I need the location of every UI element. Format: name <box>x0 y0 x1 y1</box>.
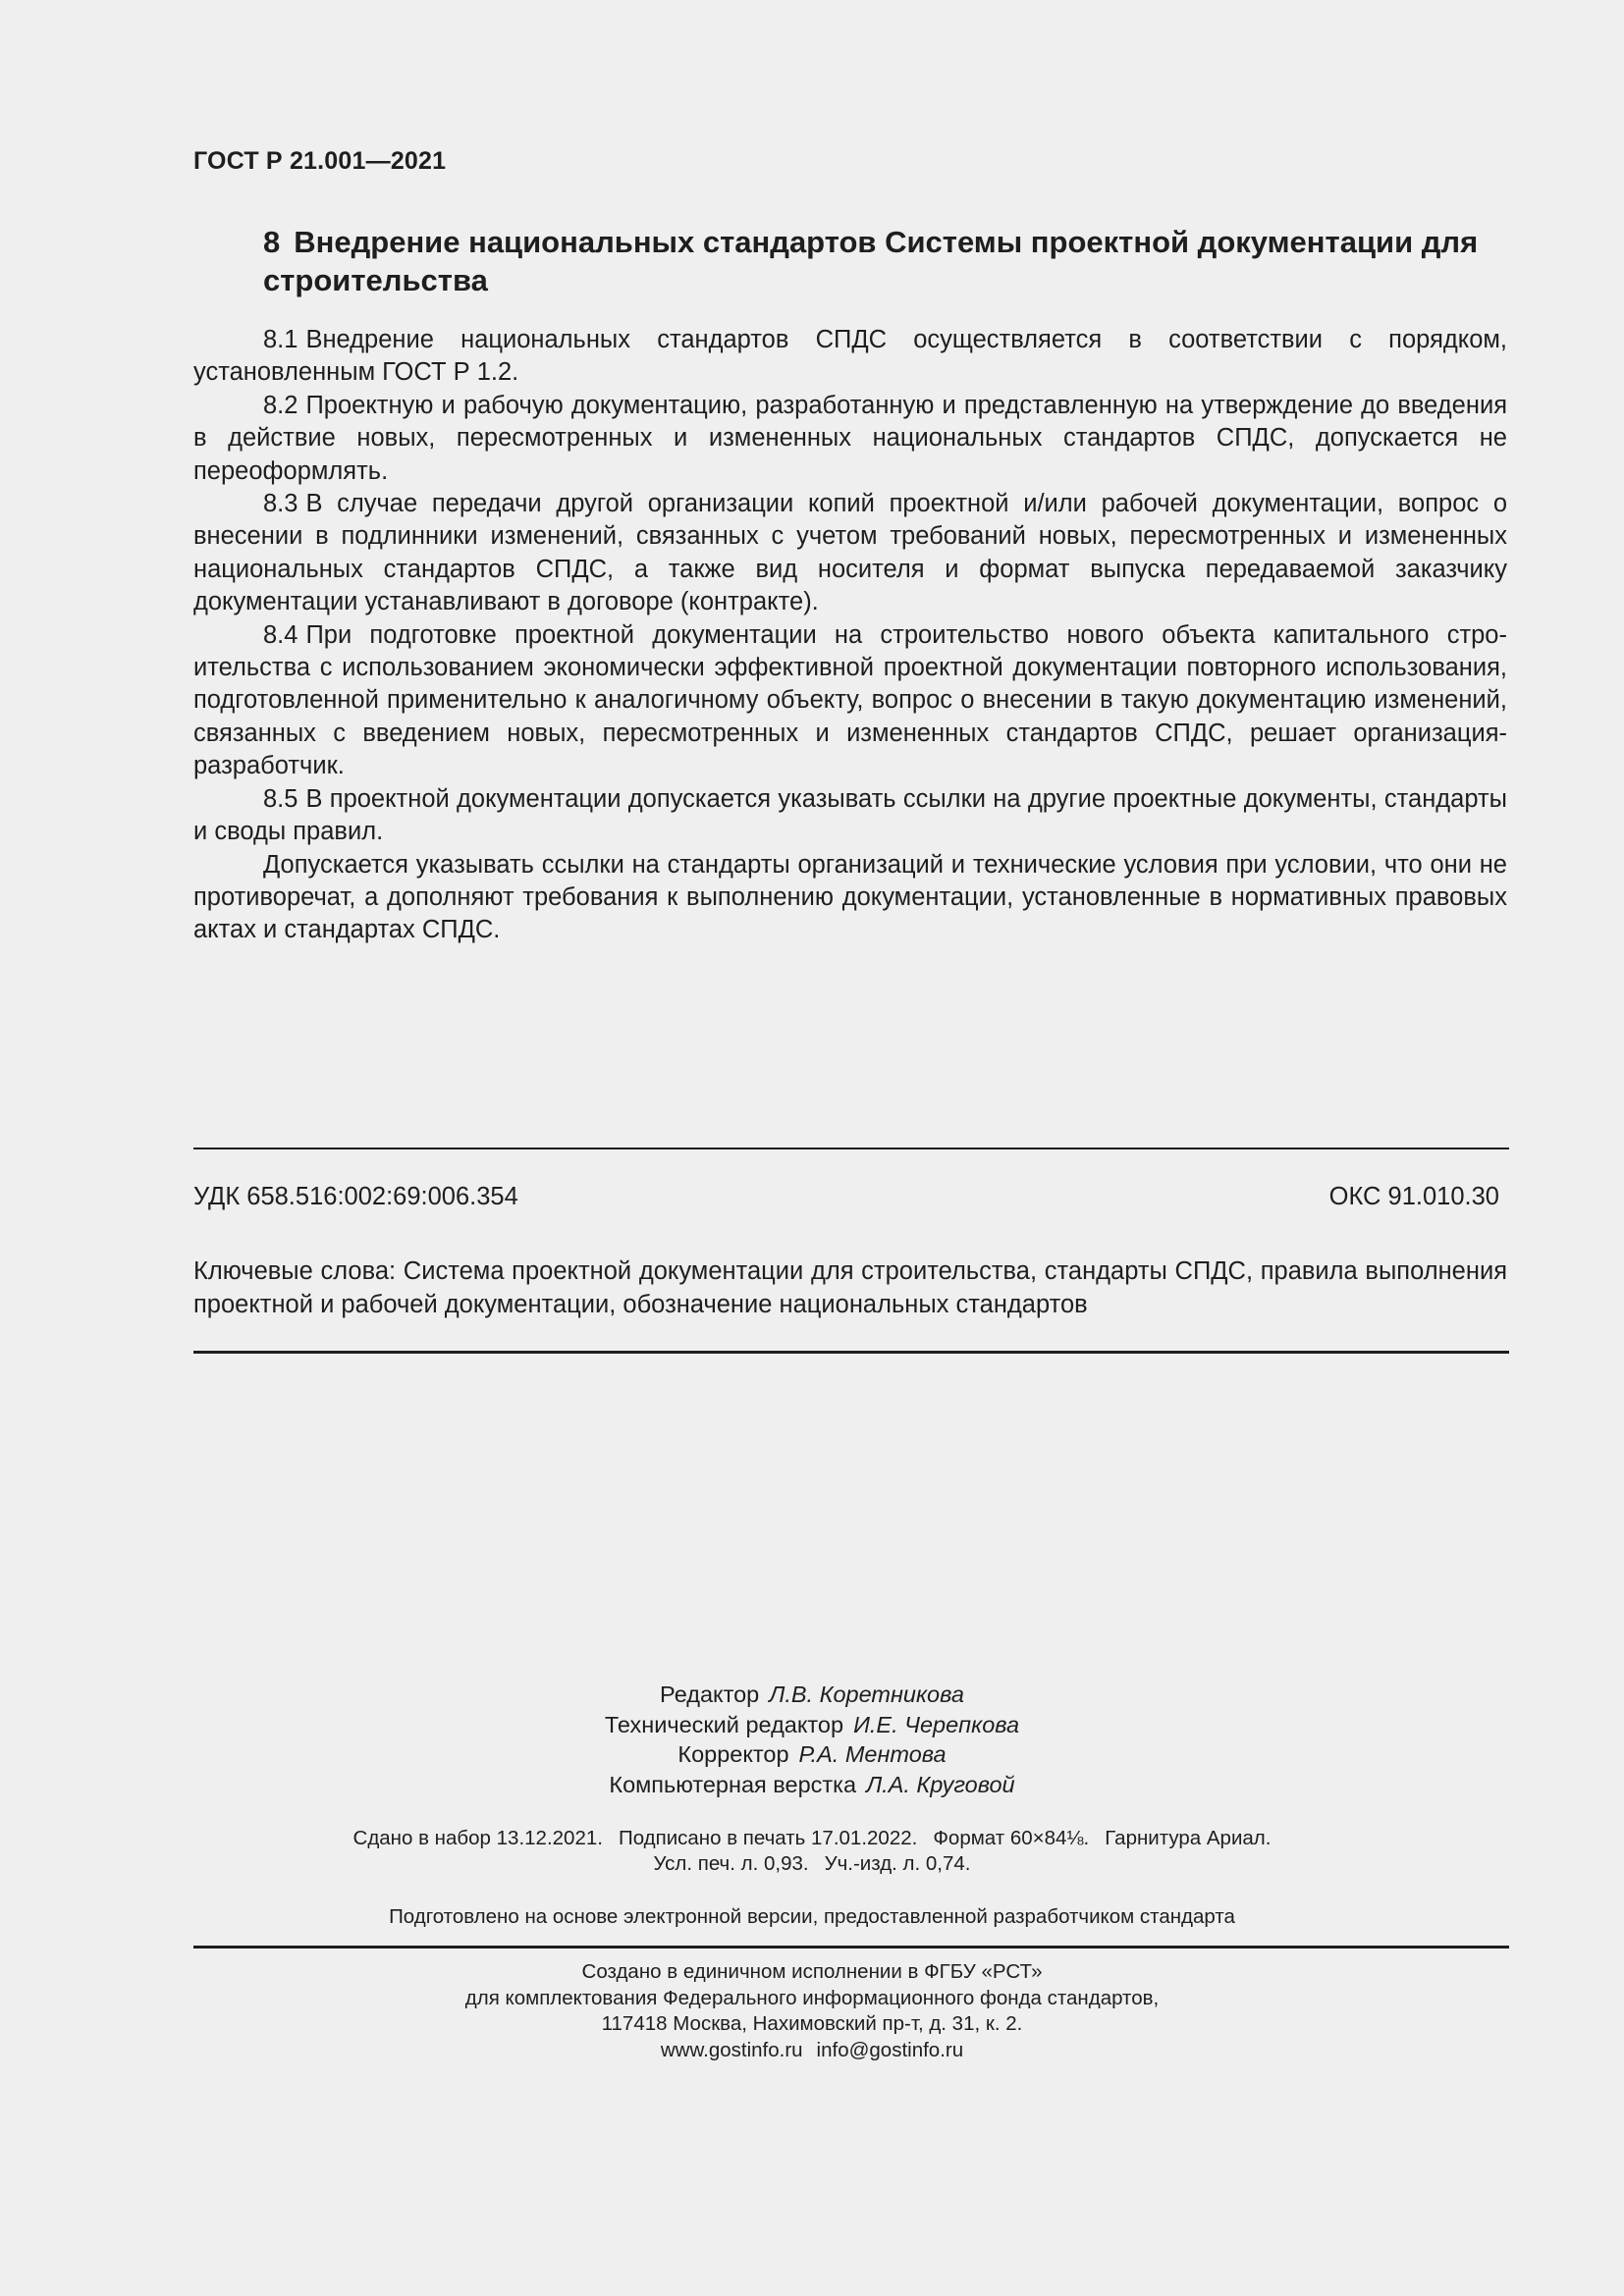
paragraph-text: В проектной документации допускается указывать ссылки на другие проектные документы, стандарты и своды правил. <box>193 784 1507 846</box>
staff-role: Компьютерная верстка <box>609 1772 857 1798</box>
staff-name: Л.А. Круговой <box>866 1772 1015 1798</box>
oks-code: ОКС 91.010.30 <box>1328 1183 1499 1210</box>
website-link[interactable]: www.gostinfo.ru <box>660 2038 803 2061</box>
divider-top <box>193 1148 1509 1149</box>
paragraph-number: 8.5 <box>263 784 298 813</box>
staff-row <box>0 1710 1624 1740</box>
divider-footer <box>193 1946 1509 1949</box>
paragraph-text: Проектную и рабочую документацию, разработанную и представленную на утверждение до введения в действие новых, пересмотренных и измененных национальных стандартов СПДС, допускается не переоформлять. <box>193 391 1507 485</box>
section-body <box>193 324 1507 947</box>
typeface: Гарнитура Ариал. <box>1105 1827 1272 1849</box>
paragraph-number: 8.1 <box>263 326 298 353</box>
publisher-contacts <box>0 2038 1624 2064</box>
email-link[interactable]: info@gostinfo.ru <box>816 2038 964 2061</box>
submitted-date: Сдано в набор 13.12.2021. <box>352 1827 603 1849</box>
section-title: Внедрение национальных стандартов Системы проектной документации для строительства <box>263 225 1479 297</box>
document-code: ГОСТ Р 21.001—2021 <box>193 147 447 175</box>
divider-bottom <box>193 1351 1509 1354</box>
staff-name: Р.А. Ментова <box>798 1741 947 1768</box>
paragraph-8-1 <box>193 324 1507 390</box>
print-sheets: Усл. печ. л. 0,93. <box>653 1852 809 1875</box>
print-info <box>0 1826 1624 1877</box>
paragraph-number: 8.3 <box>263 490 298 518</box>
print-info-line-1 <box>0 1826 1624 1851</box>
staff-row <box>0 1770 1624 1800</box>
paragraph-8-3 <box>193 488 1507 619</box>
staff-row <box>0 1739 1624 1770</box>
paragraph-text: В случае передачи другой организации копий проектной и/или рабочей документации, вопрос о внесении в подлинники изменений, связанных с учетом требований новых, пересмотренных и измененных национальных стандартов СПДС, а также вид носителя и формат выпуска передаваемой заказчику документации устанавливают в договоре (контракте). <box>193 490 1507 616</box>
staff-row <box>0 1680 1624 1710</box>
staff-name: Л.В. Коретникова <box>769 1682 964 1707</box>
paragraph-text: Допускается указывать ссылки на стандарты организаций и технические условия при условии, что они не противоречат, а дополняют требования к выполнению документации, установленные в нормативных правовых актах и стандартах СПДС. <box>193 850 1507 944</box>
publisher-info <box>0 1959 1624 2063</box>
section-heading <box>263 223 1510 299</box>
paragraph-number: 8.2 <box>263 391 298 419</box>
paragraph-8-2 <box>193 390 1507 488</box>
publisher-sheets: Уч.-изд. л. 0,74. <box>824 1852 971 1875</box>
print-info-line-2 <box>0 1851 1624 1877</box>
staff-role: Корректор <box>677 1741 789 1768</box>
staff-role: Технический редактор <box>604 1711 844 1737</box>
paragraph-8-5-continued <box>193 849 1507 947</box>
editorial-staff <box>0 1680 1624 1800</box>
section-number: 8 <box>263 225 281 259</box>
paragraph-text: Внедрение национальных стандартов СПДС осуществляется в соответствии с порядком, установленным ГОСТ Р 1.2. <box>193 326 1507 387</box>
publisher-line: для комплектования Федерального информационного фонда стандартов, <box>464 1986 1160 2009</box>
paper-format: Формат 60×84⅛. <box>933 1827 1090 1849</box>
staff-role: Редактор <box>660 1682 760 1707</box>
udk-code: УДК 658.516:002:69:006.354 <box>193 1183 518 1210</box>
paragraph-8-4 <box>193 619 1507 783</box>
staff-name: И.Е. Черепкова <box>853 1711 1020 1737</box>
paragraph-number: 8.4 <box>263 620 298 649</box>
paragraph-8-5 <box>193 783 1507 849</box>
prepared-note: Подготовлено на основе электронной версии, предоставленной разработчиком стандарта <box>389 1905 1235 1928</box>
paragraph-text: При подготовке проектной документации на строительство нового объекта капитального строительства с использованием экономически эффективной проектной документации повторного использования, подготовленной применительно к аналогичному объекту, вопрос о внесении в такую документацию изменений, связанных с введением новых, пересмотренных и измененных стандартов СПДС, решает организация-разработчик. <box>193 620 1507 780</box>
publisher-address: 117418 Москва, Нахимовский пр-т, д. 31, к. 2. <box>601 2012 1023 2035</box>
signed-date: Подписано в печать 17.01.2022. <box>618 1827 918 1849</box>
publisher-line: Создано в единичном исполнении в ФГБУ «РСТ» <box>581 1960 1043 1983</box>
keywords: Ключевые слова: Система проектной документации для строительства, стандарты СПДС, правила выполнения проектной и рабочей документации, обозначение национальных стандартов <box>193 1257 1507 1318</box>
